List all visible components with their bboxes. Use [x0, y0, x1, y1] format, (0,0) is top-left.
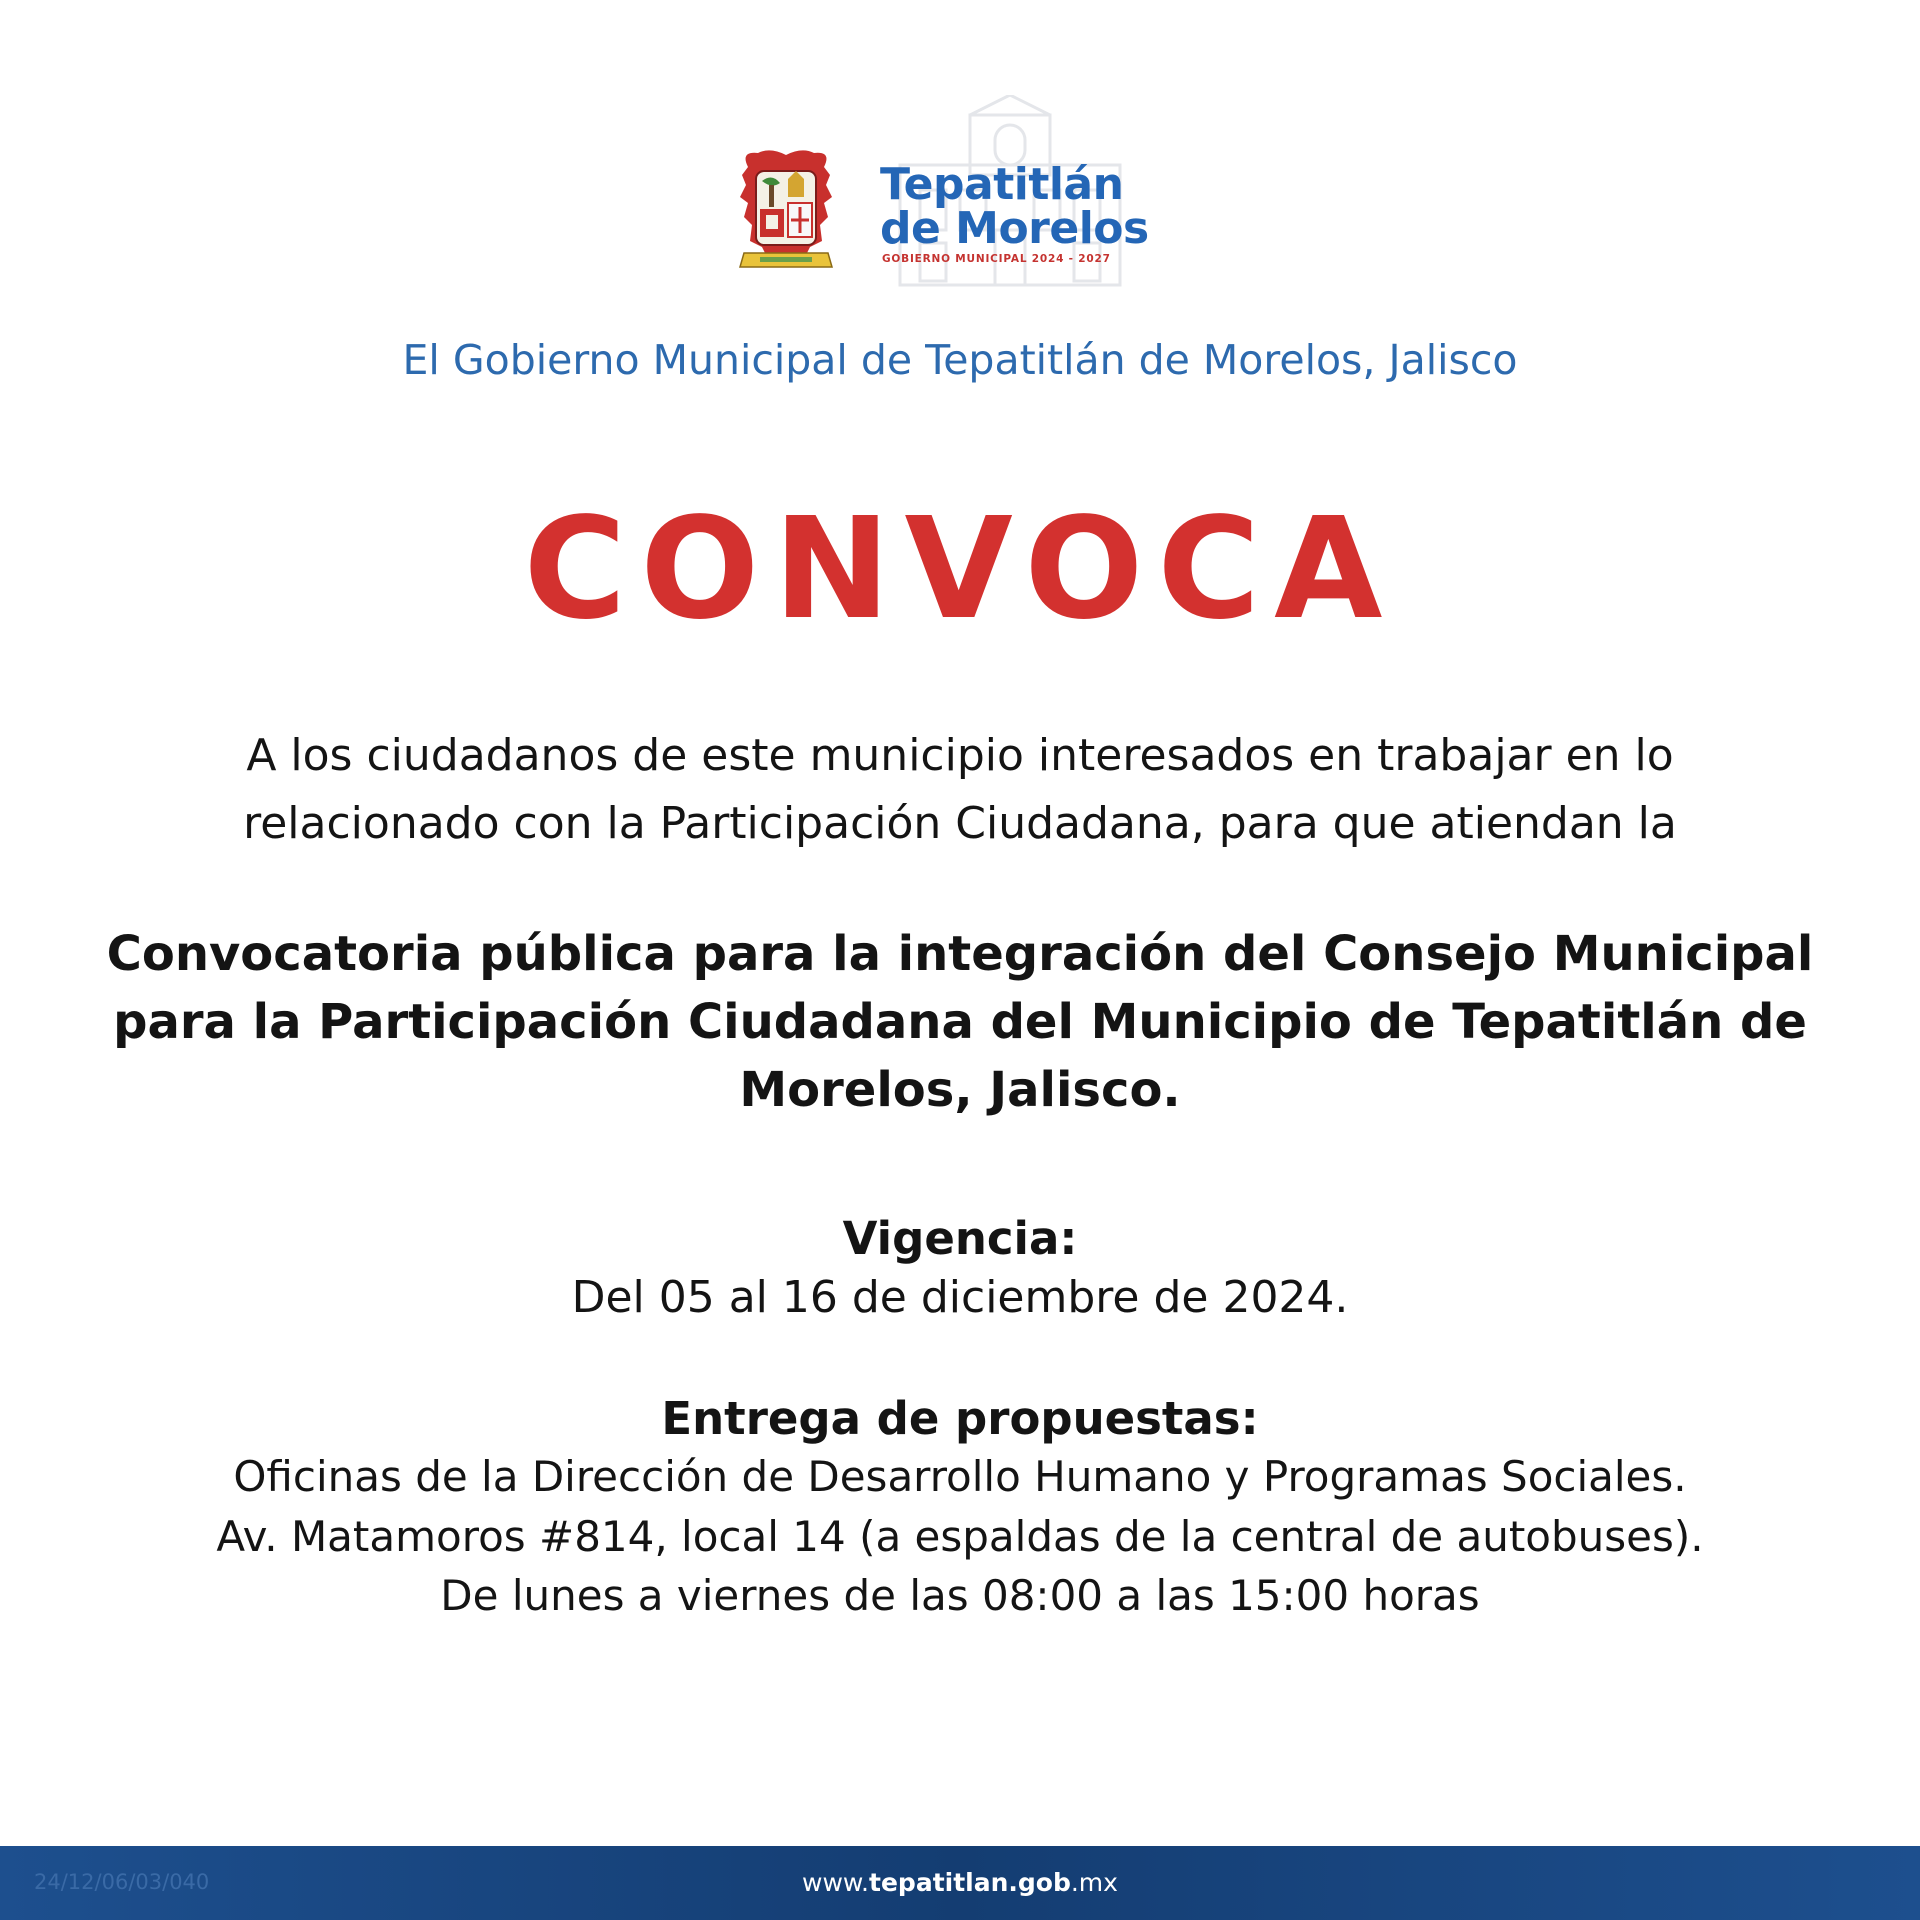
municipal-logo: [730, 95, 1170, 295]
issuer-line: El Gobierno Municipal de Tepatitlán de Morelos, Jalisco: [402, 336, 1518, 384]
footer-url-suffix: .mx: [1070, 1868, 1118, 1897]
footer-website-link[interactable]: [0, 1868, 1920, 1897]
call-title: Convocatoria pública para la integración del Consejo Municipal para la Participación Ciudadana del Municipio de Tepatitlán de Morelos, Jalisco.: [106, 926, 1814, 1118]
intro-paragraph: A los ciudadanos de este municipio interesados en trabajar en lo relacionado con la Participación Ciudadana, para que atiendan la: [243, 730, 1677, 849]
delivery-office-line: Oficinas de la Dirección de Desarrollo Humano y Programas Sociales.: [233, 1452, 1687, 1501]
headline: CONVOCA: [523, 488, 1397, 651]
delivery-address-line: Av. Matamoros #814, local 14 (a espaldas de la central de autobuses).: [216, 1512, 1704, 1561]
validity-label: Vigencia:: [842, 1212, 1078, 1265]
logo-subtitle: GOBIERNO MUNICIPAL 2024 - 2027: [882, 253, 1111, 265]
logo-wordmark-line2: de Morelos: [880, 203, 1149, 254]
coat-of-arms-icon: [730, 145, 842, 275]
delivery-label: Entrega de propuestas:: [661, 1392, 1259, 1445]
delivery-hours-line: De lunes a viernes de las 08:00 a las 15:00 horas: [440, 1571, 1480, 1620]
footer-url-domain: tepatitlan.gob: [869, 1868, 1071, 1897]
footer-bar: [0, 1846, 1920, 1920]
footer-reference-code: 24/12/06/03/040: [34, 1870, 210, 1894]
logo-wordmark-line1: Tepatitlán: [880, 159, 1124, 210]
validity-value: Del 05 al 16 de diciembre de 2024.: [571, 1272, 1349, 1323]
footer-url-prefix: www.: [802, 1868, 870, 1897]
